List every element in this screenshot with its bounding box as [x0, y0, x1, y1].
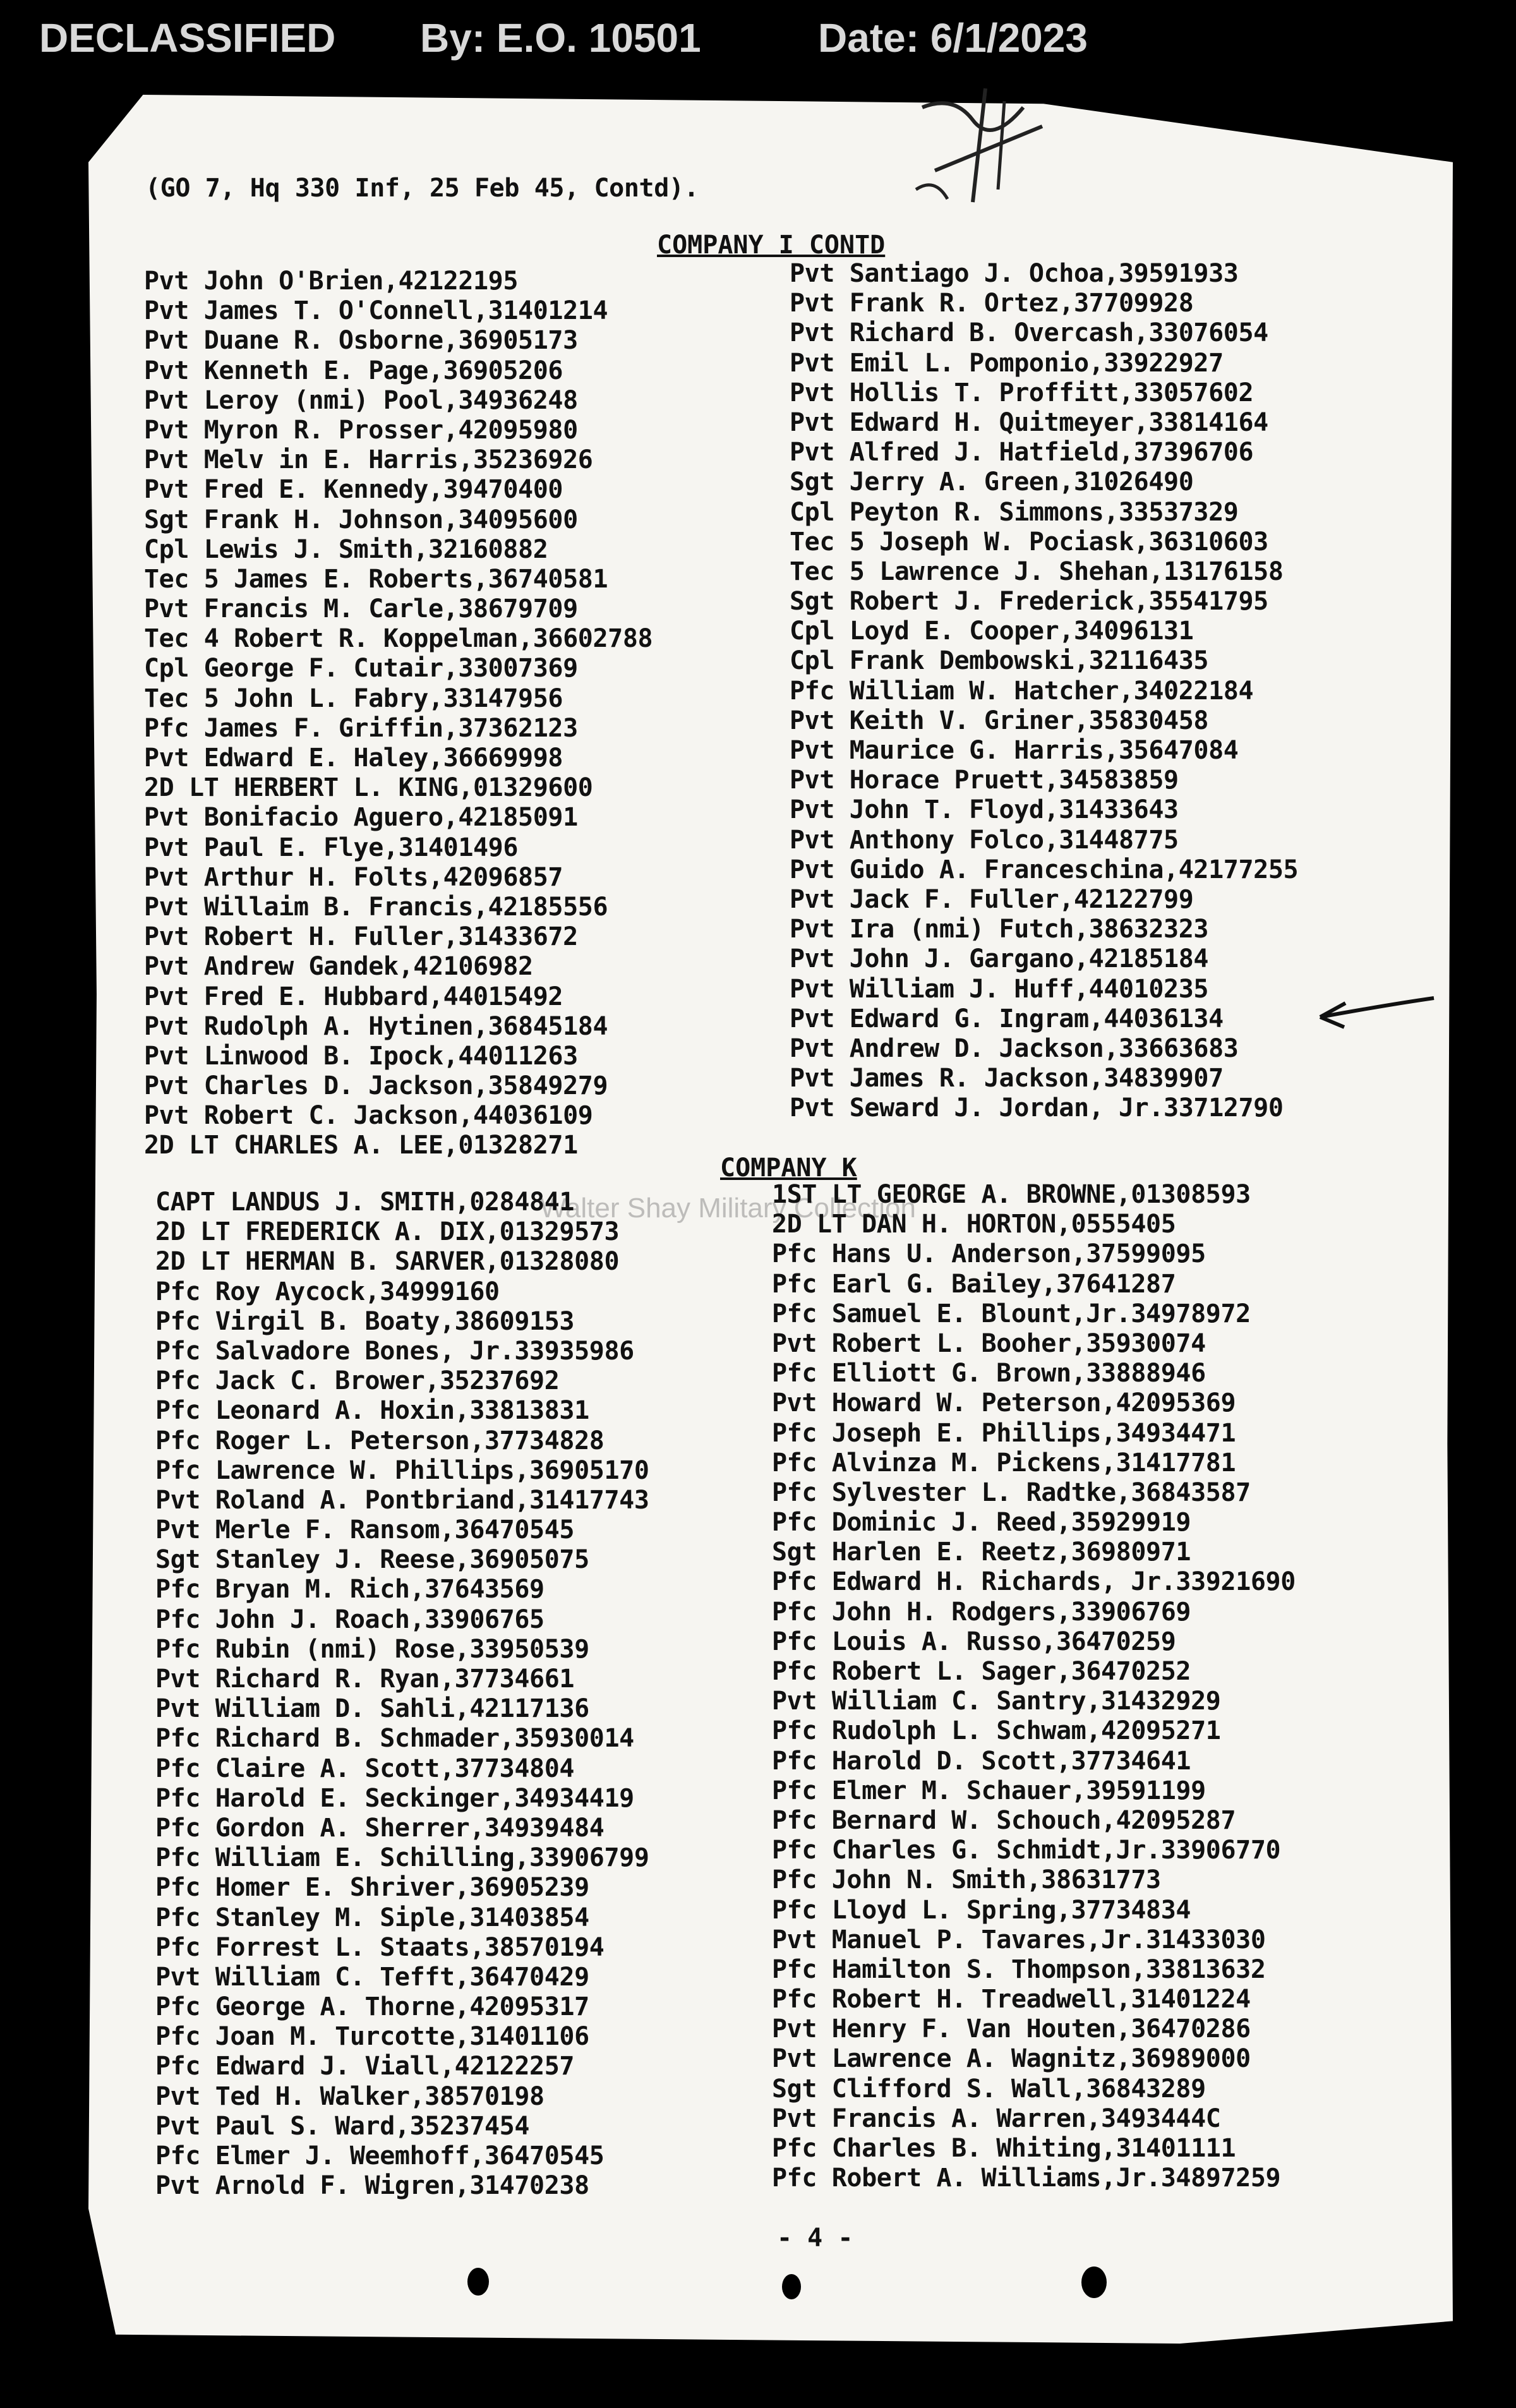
roster-entry: Pfc Harold E. Seckinger,34934419	[155, 1783, 634, 1813]
roster-entry: Pfc Richard B. Schmader,35930014	[155, 1724, 634, 1754]
roster-entry: Pvt Richard R. Ryan,37734661	[155, 1665, 575, 1694]
roster-entry: Pvt Paul E. Flye,31401496	[144, 833, 519, 862]
company-i-right-list	[790, 259, 1298, 1123]
roster-entry: Tec 5 James E. Roberts,36740581	[144, 564, 608, 594]
roster-entry: Cpl Lewis J. Smith,32160882	[144, 534, 548, 564]
roster-entry: Pvt Maurice G. Harris,35647084	[790, 736, 1239, 765]
roster-entry: Pfc Hamilton S. Thompson,33813632	[772, 1954, 1266, 1984]
roster-entry: Pvt Arthur H. Folts,42096857	[144, 862, 563, 892]
roster-entry: Cpl Peyton R. Simmons,33537329	[790, 497, 1239, 527]
roster-entry: Pvt Edward H. Quitmeyer,33814164	[790, 407, 1268, 437]
roster-entry: Pfc Alvinza M. Pickens,31417781	[772, 1448, 1236, 1478]
roster-entry: Pfc Virgil B. Boaty,38609153	[155, 1306, 575, 1336]
roster-entry: Pvt Emil L. Pomponio,33922927	[790, 348, 1224, 378]
roster-entry: Pvt Howard W. Peterson,42095369	[772, 1388, 1236, 1418]
roster-entry: Pvt Fred E. Hubbard,44015492	[144, 982, 563, 1011]
roster-entry: Pfc Forrest L. Staats,38570194	[155, 1932, 605, 1962]
roster-entry: Tec 5 John L. Fabry,33147956	[144, 683, 563, 713]
stamp-label: DECLASSIFIED	[39, 15, 336, 61]
declassification-stamp	[0, 0, 1516, 76]
roster-entry: Pvt James R. Jackson,34839907	[790, 1064, 1224, 1093]
roster-entry: Pvt James T. O'Connell,31401214	[144, 296, 608, 326]
roster-entry: Pfc Edward H. Richards, Jr.33921690	[772, 1567, 1296, 1597]
roster-entry: Pvt Duane R. Osborne,36905173	[144, 326, 578, 356]
roster-entry: Pfc John N. Smith,38631773	[772, 1865, 1161, 1895]
roster-entry: Pfc Edward J. Viall,42122257	[155, 2052, 575, 2081]
roster-entry: Pfc Gordon A. Sherrer,34939484	[155, 1813, 605, 1843]
roster-entry: Pfc Earl G. Bailey,37641287	[772, 1269, 1176, 1299]
roster-entry: Pvt Robert L. Booher,35930074	[772, 1328, 1206, 1358]
roster-entry: Pfc Joseph E. Phillips,34934471	[772, 1418, 1236, 1448]
roster-entry: Pfc Harold D. Scott,37734641	[772, 1746, 1191, 1776]
roster-entry: Cpl Frank Dembowski,32116435	[790, 646, 1209, 676]
roster-entry: Pfc Robert H. Treadwell,31401224	[772, 1985, 1251, 2014]
roster-entry: CAPT LANDUS J. SMITH,0284841	[155, 1188, 575, 1217]
roster-entry: Pvt Frank R. Ortez,37709928	[790, 289, 1194, 318]
roster-entry: Pvt William J. Huff,44010235	[790, 974, 1209, 1004]
roster-entry: Pvt John O'Brien,42122195	[144, 267, 519, 296]
roster-entry: Pfc Roger L. Peterson,37734828	[155, 1426, 605, 1455]
roster-entry: Pvt Edward G. Ingram,44036134	[790, 1004, 1224, 1033]
roster-entry: Pvt Andrew Gandek,42106982	[144, 952, 533, 982]
roster-entry: Pfc Hans U. Anderson,37599095	[772, 1239, 1206, 1269]
roster-entry: Cpl George F. Cutair,33007369	[144, 654, 578, 683]
roster-entry: Pvt Roland A. Pontbriand,31417743	[155, 1485, 649, 1515]
roster-entry: Pfc Salvadore Bones, Jr.33935986	[155, 1336, 634, 1366]
roster-entry: 2D LT CHARLES A. LEE,01328271	[144, 1131, 578, 1160]
roster-entry: Pvt Andrew D. Jackson,33663683	[790, 1033, 1239, 1063]
roster-entry: Pvt William C. Tefft,36470429	[155, 1962, 589, 1992]
roster-entry: Pfc Leonard A. Hoxin,33813831	[155, 1396, 589, 1426]
roster-entry: Pfc Charles B. Whiting,31401111	[772, 2134, 1236, 2163]
roster-entry: Pfc Lawrence W. Phillips,36905170	[155, 1455, 649, 1485]
company-k-left-list	[155, 1188, 649, 2201]
roster-entry: Pfc William E. Schilling,33906799	[155, 1843, 649, 1873]
roster-entry: Pfc Roy Aycock,34999160	[155, 1277, 500, 1306]
roster-entry: Pfc John J. Roach,33906765	[155, 1604, 544, 1634]
roster-entry: Pvt William C. Santry,31432929	[772, 1687, 1221, 1716]
roster-entry: Pfc Robert L. Sager,36470252	[772, 1657, 1191, 1686]
roster-entry: Pfc Samuel E. Blount,Jr.34978972	[772, 1299, 1251, 1328]
roster-entry: Pvt Guido A. Franceschina,42177255	[790, 855, 1299, 884]
roster-entry: 2D LT HERBERT L. KING,01329600	[144, 773, 593, 803]
company-i-left-list	[144, 267, 653, 1161]
roster-entry: Pfc Bernard W. Schouch,42095287	[772, 1805, 1236, 1835]
roster-entry: Sgt Clifford S. Wall,36843289	[772, 2074, 1206, 2104]
roster-entry: Pfc William W. Hatcher,34022184	[790, 676, 1254, 706]
roster-entry: Pvt Hollis T. Proffitt,33057602	[790, 378, 1254, 407]
handwritten-annotation	[897, 82, 1061, 208]
roster-entry: Pvt John J. Gargano,42185184	[790, 944, 1209, 974]
roster-entry: Pvt Keith V. Griner,35830458	[790, 706, 1209, 735]
roster-entry: Pfc Sylvester L. Radtke,36843587	[772, 1478, 1251, 1507]
roster-entry: Pvt Seward J. Jordan, Jr.33712790	[790, 1093, 1284, 1123]
roster-entry: Tec 5 Joseph W. Pociask,36310603	[790, 527, 1268, 557]
roster-entry: Pvt Kenneth E. Page,36905206	[144, 356, 563, 385]
punch-hole	[1081, 2267, 1107, 2298]
roster-entry: Pvt Anthony Folco,31448775	[790, 825, 1179, 855]
roster-entry: Pfc Robert A. Williams,Jr.34897259	[772, 2164, 1281, 2193]
roster-entry: 2D LT HERMAN B. SARVER,01328080	[155, 1247, 620, 1277]
roster-entry: Pfc Elliott G. Brown,33888946	[772, 1359, 1206, 1388]
roster-entry: Pfc Elmer J. Weemhoff,36470545	[155, 2141, 605, 2170]
roster-entry: Pvt Merle F. Ransom,36470545	[155, 1515, 575, 1545]
roster-entry: Pvt Francis M. Carle,38679709	[144, 594, 578, 624]
roster-entry: Sgt Harlen E. Reetz,36980971	[772, 1538, 1191, 1567]
roster-entry: Pvt Arnold F. Wigren,31470238	[155, 2171, 589, 2201]
roster-entry: Cpl Loyd E. Cooper,34096131	[790, 617, 1194, 646]
roster-entry: Pvt Rudolph A. Hytinen,36845184	[144, 1011, 608, 1041]
roster-entry: Pvt Ira (nmi) Futch,38632323	[790, 915, 1209, 944]
roster-entry: Sgt Frank H. Johnson,34095600	[144, 505, 578, 534]
roster-entry: Pfc Charles G. Schmidt,Jr.33906770	[772, 1836, 1281, 1865]
roster-entry: Pvt Francis A. Warren,3493444C	[772, 2104, 1221, 2133]
roster-entry: Pvt Jack F. Fuller,42122799	[790, 884, 1194, 914]
roster-entry: Pvt Lawrence A. Wagnitz,36989000	[772, 2044, 1251, 2074]
roster-entry: Pvt Linwood B. Ipock,44011263	[144, 1041, 578, 1071]
roster-entry: Sgt Stanley J. Reese,36905075	[155, 1545, 589, 1575]
roster-entry: Pfc Rudolph L. Schwam,42095271	[772, 1716, 1221, 1746]
roster-entry: Pfc Louis A. Russo,36470259	[772, 1627, 1176, 1656]
roster-entry: Pvt Manuel P. Tavares,Jr.31433030	[772, 1925, 1266, 1954]
roster-entry: Tec 5 Lawrence J. Shehan,13176158	[790, 557, 1284, 586]
roster-entry: Pvt William D. Sahli,42117136	[155, 1694, 589, 1724]
roster-entry: Pfc Elmer M. Schauer,39591199	[772, 1776, 1206, 1805]
roster-entry: 1ST LT GEORGE A. BROWNE,01308593	[772, 1180, 1251, 1209]
roster-entry: Pfc Lloyd L. Spring,37734834	[772, 1895, 1191, 1925]
punch-hole	[782, 2274, 801, 2299]
stamp-authority: By: E.O. 10501	[420, 15, 701, 61]
page-number: - 4 -	[777, 2224, 853, 2253]
roster-entry: Pvt Ted H. Walker,38570198	[155, 2081, 544, 2111]
roster-entry: Pfc Dominic J. Reed,35929919	[772, 1508, 1191, 1538]
company-k-right-list	[772, 1180, 1296, 2193]
roster-entry: Pvt Robert C. Jackson,44036109	[144, 1101, 593, 1131]
punch-hole	[467, 2268, 489, 2296]
roster-entry: Pfc Homer E. Shriver,36905239	[155, 1873, 589, 1903]
roster-entry: Pvt Leroy (nmi) Pool,34936248	[144, 385, 578, 415]
roster-entry: Tec 4 Robert R. Koppelman,36602788	[144, 624, 653, 654]
roster-entry: Pvt Willaim B. Francis,42185556	[144, 892, 608, 922]
roster-entry: Pfc Stanley M. Siple,31403854	[155, 1903, 589, 1932]
roster-entry: Pfc John H. Rodgers,33906769	[772, 1597, 1191, 1627]
roster-entry: Pfc James F. Griffin,37362123	[144, 713, 578, 743]
roster-entry: Pvt Bonifacio Aguero,42185091	[144, 803, 578, 833]
arrow-mark	[1314, 992, 1440, 1030]
roster-entry: Pfc Rubin (nmi) Rose,33950539	[155, 1634, 589, 1664]
roster-entry: Pvt Robert H. Fuller,31433672	[144, 922, 578, 952]
roster-entry: Sgt Robert J. Frederick,35541795	[790, 587, 1268, 617]
roster-entry: Pfc Bryan M. Rich,37643569	[155, 1575, 544, 1604]
roster-entry: Pfc Joan M. Turcotte,31401106	[155, 2022, 589, 2052]
roster-entry: Sgt Jerry A. Green,31026490	[790, 467, 1194, 497]
roster-entry: Pvt Santiago J. Ochoa,39591933	[790, 259, 1239, 288]
roster-entry: Pvt Horace Pruett,34583859	[790, 766, 1179, 795]
roster-entry: Pvt Paul S. Ward,35237454	[155, 2111, 530, 2141]
roster-entry: Pvt Edward E. Haley,36669998	[144, 743, 563, 773]
watermark: Walter Shay Military Collection	[540, 1193, 916, 1224]
roster-entry: Pvt Alfred J. Hatfield,37396706	[790, 438, 1254, 467]
roster-entry: Pfc Claire A. Scott,37734804	[155, 1754, 575, 1783]
roster-entry: Pvt Melv in E. Harris,35236926	[144, 445, 593, 475]
stamp-date: Date: 6/1/2023	[818, 15, 1088, 61]
roster-entry: Pvt Myron R. Prosser,42095980	[144, 415, 578, 445]
roster-entry: Pvt Henry F. Van Houten,36470286	[772, 2014, 1251, 2044]
company-i-title: COMPANY I CONTD	[657, 231, 886, 260]
roster-entry: Pvt Fred E. Kennedy,39470400	[144, 475, 563, 505]
order-header: (GO 7, Hq 330 Inf, 25 Feb 45, Contd).	[145, 174, 699, 203]
roster-entry: Pvt Charles D. Jackson,35849279	[144, 1071, 608, 1101]
roster-entry: Pvt John T. Floyd,31433643	[790, 795, 1179, 825]
roster-entry: 2D LT FREDERICK A. DIX,01329573	[155, 1217, 620, 1247]
roster-entry: Pvt Richard B. Overcash,33076054	[790, 318, 1268, 348]
roster-entry: Pfc George A. Thorne,42095317	[155, 1992, 589, 2022]
roster-entry: Pfc Jack C. Brower,35237692	[155, 1366, 560, 1396]
company-k-title: COMPANY K	[720, 1153, 857, 1183]
roster-entry: 2D LT DAN H. HORTON,0555405	[772, 1210, 1176, 1239]
